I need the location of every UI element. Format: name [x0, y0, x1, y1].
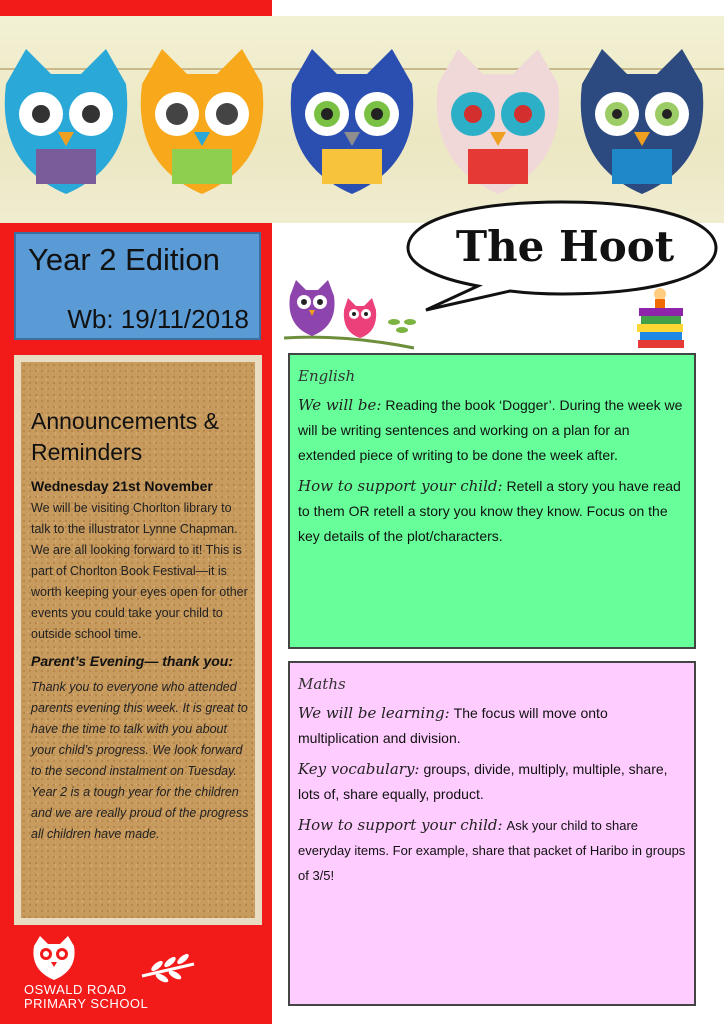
announcement-text: We will be visiting Chorlton library to talk to the illustrator Lynne Chapman. We are all looking forward to it! This is part of Chorlton Book Festival—it is worth keeping your eyes open for other events you could take your child to outside school time. — [31, 501, 248, 641]
announcements-title: Announcements & Reminders — [31, 408, 219, 465]
announcement-heading: Parent’s Evening— thank you: — [31, 653, 234, 669]
school-name — [24, 983, 148, 1011]
maths-text: groups, divide, multiply, multiple, share, lots of, share equally, product. — [298, 761, 668, 802]
english-paragraph — [298, 393, 686, 468]
english-paragraph — [298, 474, 686, 549]
edition-box — [14, 232, 261, 340]
school-name-line2: PRIMARY SCHOOL — [24, 996, 149, 1011]
maths-text: Ask your child to share everyday items. For example, share that packet of Haribo in groups of 3/5! — [298, 818, 686, 883]
maths-label: We will be learning: — [298, 704, 450, 722]
maths-label: Key vocabulary: — [298, 760, 420, 778]
owl-icon — [132, 44, 272, 204]
school-name-line1: OSWALD ROAD — [24, 982, 127, 997]
english-text: Reading the book ‘Dogger’. During the week we will be writing sentences and working on a plan for an extended piece of writing to be done the week after. — [298, 397, 683, 463]
maths-heading: Maths — [298, 675, 346, 693]
owl-icon — [0, 44, 136, 204]
english-text: Retell a story you have read to them OR retell a story you know they know. Focus on the key details of the plot/characters. — [298, 478, 681, 544]
english-heading: English — [298, 367, 356, 385]
announcements-board — [14, 355, 262, 925]
maths-paragraph — [298, 701, 686, 751]
maths-label: How to support your child: — [298, 816, 503, 834]
owls-on-branch-icon — [284, 276, 424, 356]
owl-icon — [428, 44, 568, 204]
english-panel — [288, 353, 696, 649]
maths-text: The focus will move onto multiplication and division. — [298, 705, 608, 746]
announcement-text: Thank you to everyone who attended parents evening this week. It is great to have the time to talk with you about your child’s progress. We look forward to the second instalment on Tuesday. Year 2 is a tough year for the children and we are really proud of the progress all children have made. — [31, 680, 249, 841]
week-date: Wb: 19/11/2018 — [67, 304, 249, 334]
maths-paragraph — [298, 813, 686, 888]
owl-bunting-photo — [0, 16, 724, 223]
english-label: How to support your child: — [298, 477, 503, 495]
maths-panel — [288, 661, 696, 1006]
newsletter-title: The Hoot — [455, 222, 675, 271]
edition-title: Year 2 Edition — [28, 242, 220, 277]
owl-icon — [282, 44, 422, 204]
books-stack-icon — [632, 282, 688, 354]
english-label: We will be: — [298, 396, 382, 414]
maths-paragraph — [298, 757, 686, 807]
announcement-heading: Wednesday 21st November — [31, 478, 213, 494]
owl-icon — [572, 44, 712, 204]
